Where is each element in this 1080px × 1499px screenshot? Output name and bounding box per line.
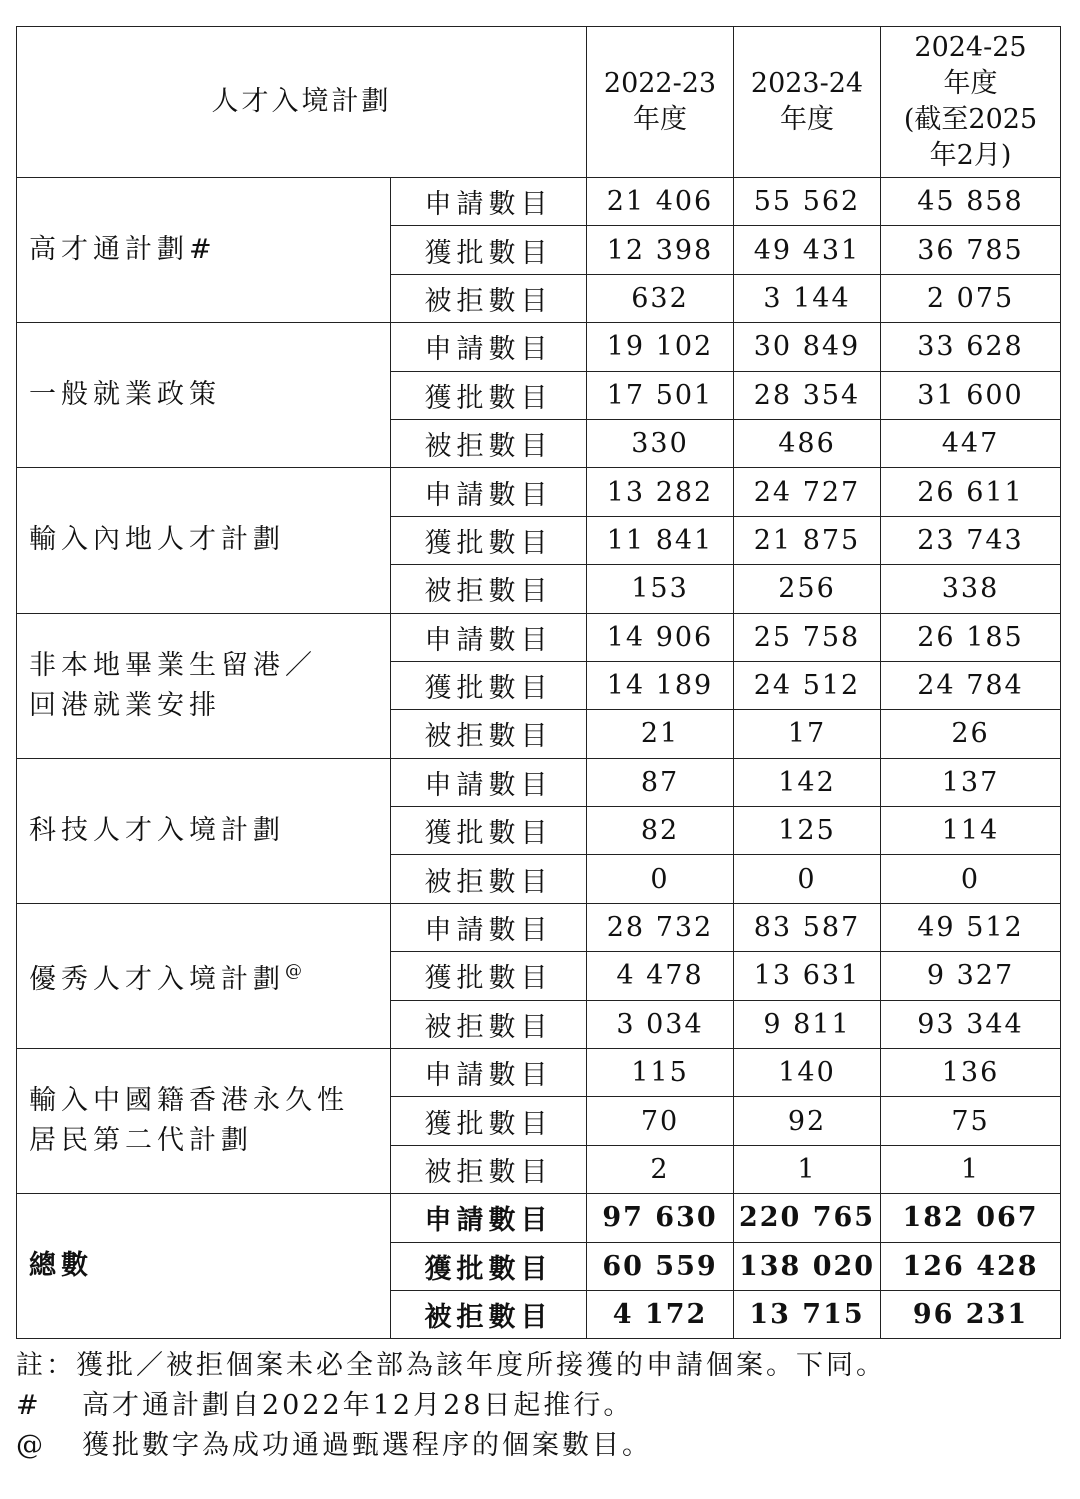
value-cell: 26 611 — [881, 468, 1061, 516]
value-cell: 97 630 — [587, 1194, 734, 1242]
scheme-name — [17, 613, 391, 758]
value-cell: 4 172 — [587, 1290, 734, 1338]
value-cell: 14 906 — [587, 613, 734, 661]
metric-label: 獲批數目 — [391, 661, 587, 709]
value-cell: 3 144 — [734, 274, 881, 322]
scheme-name — [17, 903, 391, 1048]
value-cell: 447 — [881, 419, 1061, 467]
table-row — [17, 178, 1061, 226]
scheme-name-text: 非本地畢業生留港／ 回港就業安排 — [29, 649, 317, 721]
value-cell: 75 — [881, 1097, 1061, 1145]
metric-label: 被拒數目 — [391, 855, 587, 903]
scheme-footnote-marker: @ — [285, 961, 302, 982]
value-cell: 30 849 — [734, 323, 881, 371]
metric-label: 獲批數目 — [391, 1097, 587, 1145]
year-header: 2024-25 年度 (截至2025 年2月) — [881, 27, 1061, 178]
value-cell: 26 — [881, 710, 1061, 758]
value-cell: 9 811 — [734, 1000, 881, 1048]
value-cell: 140 — [734, 1049, 881, 1097]
value-cell: 338 — [881, 565, 1061, 613]
scheme-name — [17, 178, 391, 323]
metric-label: 申請數目 — [391, 323, 587, 371]
value-cell: 330 — [587, 419, 734, 467]
table-row — [17, 323, 1061, 371]
value-cell: 92 — [734, 1097, 881, 1145]
value-cell: 82 — [587, 807, 734, 855]
metric-label: 申請數目 — [391, 613, 587, 661]
metric-label: 獲批數目 — [391, 1242, 587, 1290]
value-cell: 21 — [587, 710, 734, 758]
scheme-name-text: 高才通計劃# — [29, 234, 217, 266]
value-cell: 24 727 — [734, 468, 881, 516]
footnote-at — [16, 1426, 1066, 1466]
value-cell: 96 231 — [881, 1290, 1061, 1338]
footnotes — [16, 1346, 1066, 1466]
value-cell: 13 282 — [587, 468, 734, 516]
footnote-text: 獲批數字為成功通過甄選程序的個案數目。 — [82, 1430, 652, 1461]
metric-label: 獲批數目 — [391, 952, 587, 1000]
value-cell: 11 841 — [587, 516, 734, 564]
value-cell: 256 — [734, 565, 881, 613]
metric-label: 被拒數目 — [391, 710, 587, 758]
scheme-name — [17, 468, 391, 613]
value-cell: 4 478 — [587, 952, 734, 1000]
scheme-name-text: 科技人才入境計劃 — [29, 814, 285, 846]
value-cell: 13 715 — [734, 1290, 881, 1338]
total-row — [17, 1194, 1061, 1242]
metric-label: 申請數目 — [391, 1194, 587, 1242]
table-row — [17, 758, 1061, 806]
metric-label: 申請數目 — [391, 468, 587, 516]
value-cell: 49 431 — [734, 226, 881, 274]
footnote-mark: # — [16, 1390, 39, 1421]
value-cell: 13 631 — [734, 952, 881, 1000]
value-cell: 486 — [734, 419, 881, 467]
footnote-hash — [16, 1386, 1066, 1426]
value-cell: 87 — [587, 758, 734, 806]
metric-label: 申請數目 — [391, 758, 587, 806]
value-cell: 136 — [881, 1049, 1061, 1097]
value-cell: 1 — [881, 1145, 1061, 1193]
metric-label: 被拒數目 — [391, 1290, 587, 1338]
metric-label: 被拒數目 — [391, 565, 587, 613]
footnote-text: 註：獲批／被拒個案未必全部為該年度所接獲的申請個案。下同。 — [16, 1350, 886, 1381]
metric-label: 被拒數目 — [391, 274, 587, 322]
scheme-name — [17, 758, 391, 903]
immigration-schemes-table — [16, 26, 1061, 1339]
value-cell: 1 — [734, 1145, 881, 1193]
value-cell: 137 — [881, 758, 1061, 806]
value-cell: 49 512 — [881, 903, 1061, 951]
scheme-name-text: 輸入中國籍香港永久性 居民第二代計劃 — [29, 1085, 349, 1157]
value-cell: 21 406 — [587, 178, 734, 226]
table-title: 人才入境計劃 — [17, 27, 587, 178]
metric-label: 被拒數目 — [391, 419, 587, 467]
value-cell: 55 562 — [734, 178, 881, 226]
scheme-name-text: 輸入內地人才計劃 — [29, 524, 285, 556]
value-cell: 70 — [587, 1097, 734, 1145]
metric-label: 被拒數目 — [391, 1000, 587, 1048]
table-header-row — [17, 27, 1061, 178]
value-cell: 60 559 — [587, 1242, 734, 1290]
footnote-general — [16, 1346, 1066, 1386]
metric-label: 被拒數目 — [391, 1145, 587, 1193]
total-label — [17, 1194, 391, 1339]
value-cell: 632 — [587, 274, 734, 322]
value-cell: 28 732 — [587, 903, 734, 951]
value-cell: 2 075 — [881, 274, 1061, 322]
value-cell: 24 512 — [734, 661, 881, 709]
value-cell: 220 765 — [734, 1194, 881, 1242]
metric-label: 申請數目 — [391, 178, 587, 226]
value-cell: 114 — [881, 807, 1061, 855]
year-header: 2022-23 年度 — [587, 27, 734, 178]
value-cell: 28 354 — [734, 371, 881, 419]
value-cell: 14 189 — [587, 661, 734, 709]
value-cell: 126 428 — [881, 1242, 1061, 1290]
metric-label: 獲批數目 — [391, 516, 587, 564]
metric-label: 申請數目 — [391, 1049, 587, 1097]
scheme-name — [17, 1049, 391, 1194]
table-row — [17, 903, 1061, 951]
value-cell: 9 327 — [881, 952, 1061, 1000]
value-cell: 21 875 — [734, 516, 881, 564]
metric-label: 獲批數目 — [391, 226, 587, 274]
year-header: 2023-24 年度 — [734, 27, 881, 178]
footnote-mark: @ — [16, 1430, 43, 1461]
table-body — [17, 178, 1061, 1339]
value-cell: 2 — [587, 1145, 734, 1193]
value-cell: 36 785 — [881, 226, 1061, 274]
scheme-name-text: 總數 — [29, 1250, 93, 1282]
value-cell: 33 628 — [881, 323, 1061, 371]
value-cell: 153 — [587, 565, 734, 613]
value-cell: 182 067 — [881, 1194, 1061, 1242]
value-cell: 23 743 — [881, 516, 1061, 564]
scheme-name-text: 一般就業政策 — [29, 379, 221, 411]
value-cell: 17 501 — [587, 371, 734, 419]
footnote-text: 高才通計劃自2022年12月28日起推行。 — [82, 1390, 634, 1421]
metric-label: 申請數目 — [391, 903, 587, 951]
value-cell: 93 344 — [881, 1000, 1061, 1048]
value-cell: 45 858 — [881, 178, 1061, 226]
value-cell: 24 784 — [881, 661, 1061, 709]
value-cell: 0 — [587, 855, 734, 903]
value-cell: 3 034 — [587, 1000, 734, 1048]
table-row — [17, 468, 1061, 516]
value-cell: 83 587 — [734, 903, 881, 951]
value-cell: 125 — [734, 807, 881, 855]
table-row — [17, 1049, 1061, 1097]
value-cell: 115 — [587, 1049, 734, 1097]
value-cell: 19 102 — [587, 323, 734, 371]
value-cell: 0 — [734, 855, 881, 903]
value-cell: 31 600 — [881, 371, 1061, 419]
value-cell: 25 758 — [734, 613, 881, 661]
value-cell: 17 — [734, 710, 881, 758]
value-cell: 26 185 — [881, 613, 1061, 661]
scheme-name-text: 優秀人才入境計劃 — [29, 964, 285, 996]
value-cell: 12 398 — [587, 226, 734, 274]
scheme-name — [17, 323, 391, 468]
value-cell: 142 — [734, 758, 881, 806]
metric-label: 獲批數目 — [391, 807, 587, 855]
value-cell: 0 — [881, 855, 1061, 903]
value-cell: 138 020 — [734, 1242, 881, 1290]
metric-label: 獲批數目 — [391, 371, 587, 419]
table-row — [17, 613, 1061, 661]
